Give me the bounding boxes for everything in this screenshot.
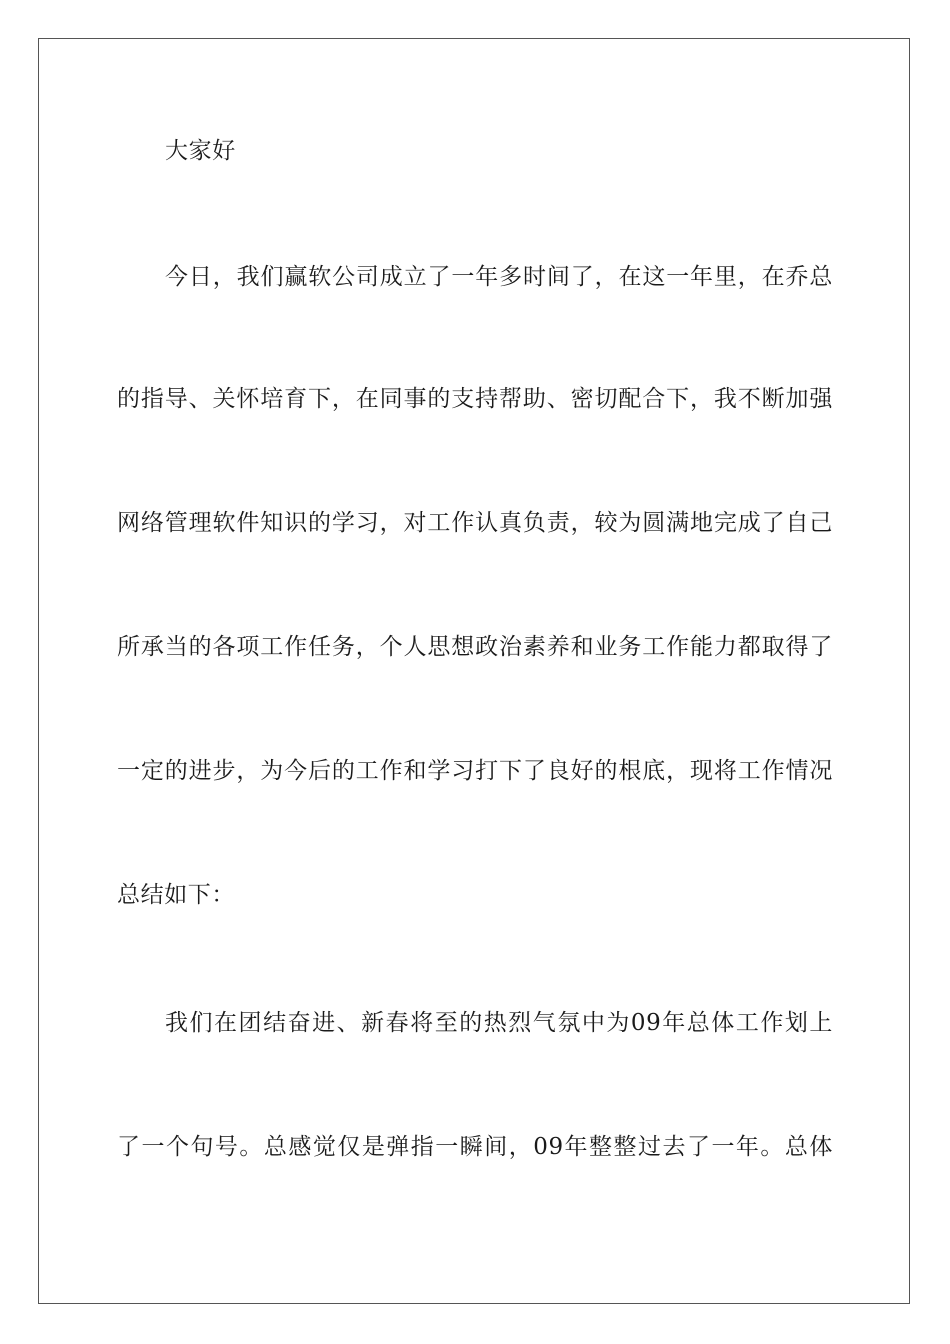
paragraph-2-line-2: 了一个句号。总感觉仅是弹指一瞬间，09年整整过去了一年。总体: [117, 1134, 833, 1160]
page-frame: [38, 38, 910, 1304]
paragraph-1-line-4: 所承当的各项工作任务，个人思想政治素养和业务工作能力都取得了: [117, 634, 833, 660]
paragraph-1-line-3: 网络管理软件知识的学习，对工作认真负责，较为圆满地完成了自己: [117, 510, 833, 536]
paragraph-1-line-1: 今日，我们赢软公司成立了一年多时间了，在这一年里，在乔总: [165, 264, 833, 290]
paragraph-1-line-2: 的指导、关怀培育下，在同事的支持帮助、密切配合下，我不断加强: [117, 386, 833, 412]
greeting-line: 大家好: [165, 138, 236, 164]
paragraph-2-line-1: 我们在团结奋进、新春将至的热烈气氛中为09年总体工作划上: [165, 1010, 833, 1036]
paragraph-1-line-6: 总结如下：: [117, 882, 235, 908]
paragraph-1-line-5: 一定的进步，为今后的工作和学习打下了良好的根底，现将工作情况: [117, 758, 833, 784]
